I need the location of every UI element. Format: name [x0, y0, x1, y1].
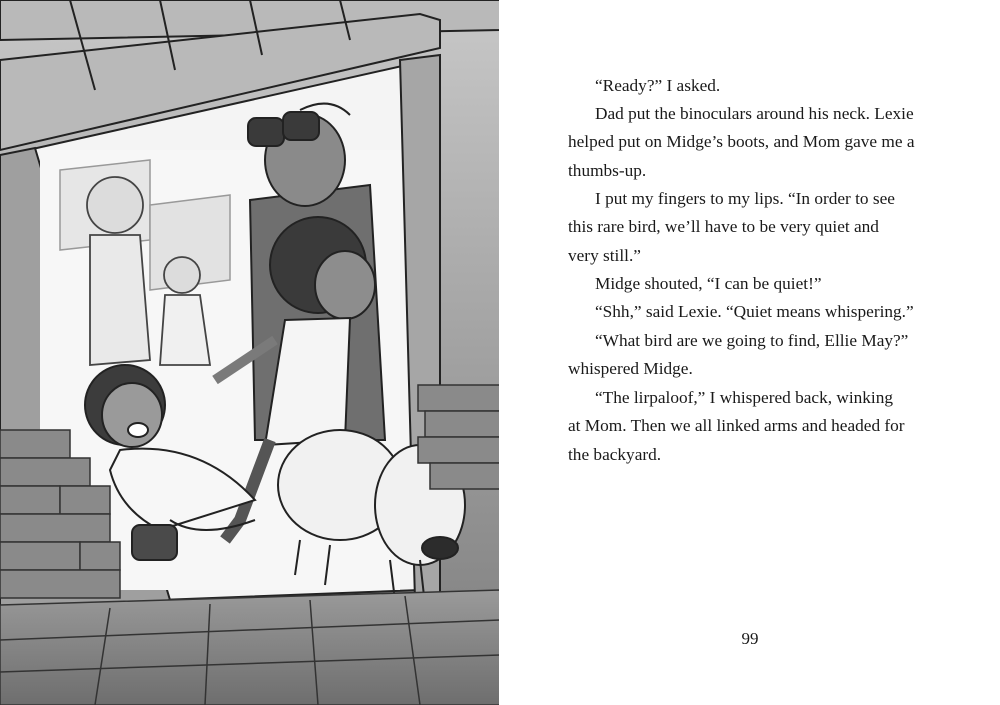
text-line: Midge shouted, “I can be quiet!” — [595, 274, 822, 293]
text-line: “Ready?” I asked. — [595, 76, 721, 95]
text-line: “The lirpaloof,” I whispered back, winking — [595, 388, 894, 407]
paragraph-5 — [568, 298, 948, 326]
text-line: “What bird are we going to find, Ellie May?” — [595, 331, 909, 350]
paragraph-7 — [568, 384, 948, 469]
text-line: the backyard. — [568, 444, 662, 464]
paragraph-2 — [568, 100, 948, 185]
text-line: I put my fingers to my lips. “In order to see — [595, 189, 895, 208]
brick-wall-right — [418, 385, 500, 489]
text-line: Dad put the binoculars around his neck. Lexie — [595, 104, 914, 123]
text-line: this rare bird, we’ll have to be very quiet and — [568, 217, 879, 237]
text-line: whispered Midge. — [568, 359, 693, 379]
paragraph-4 — [568, 270, 948, 298]
paragraph-6 — [568, 327, 948, 384]
text-line: at Mom. Then we all linked arms and headed for — [568, 416, 905, 436]
paragraph-3 — [568, 185, 948, 270]
text-page — [500, 0, 1000, 705]
text-line: “Shh,” said Lexie. “Quiet means whispering.” — [595, 302, 914, 321]
page-number: 99 — [741, 629, 759, 648]
text-line: very still.” — [568, 245, 641, 265]
paragraph-1 — [568, 72, 948, 100]
floor — [0, 590, 500, 705]
text-line: helped put on Midge’s boots, and Mom gave me a — [568, 132, 915, 152]
text-line: thumbs-up. — [568, 160, 647, 180]
